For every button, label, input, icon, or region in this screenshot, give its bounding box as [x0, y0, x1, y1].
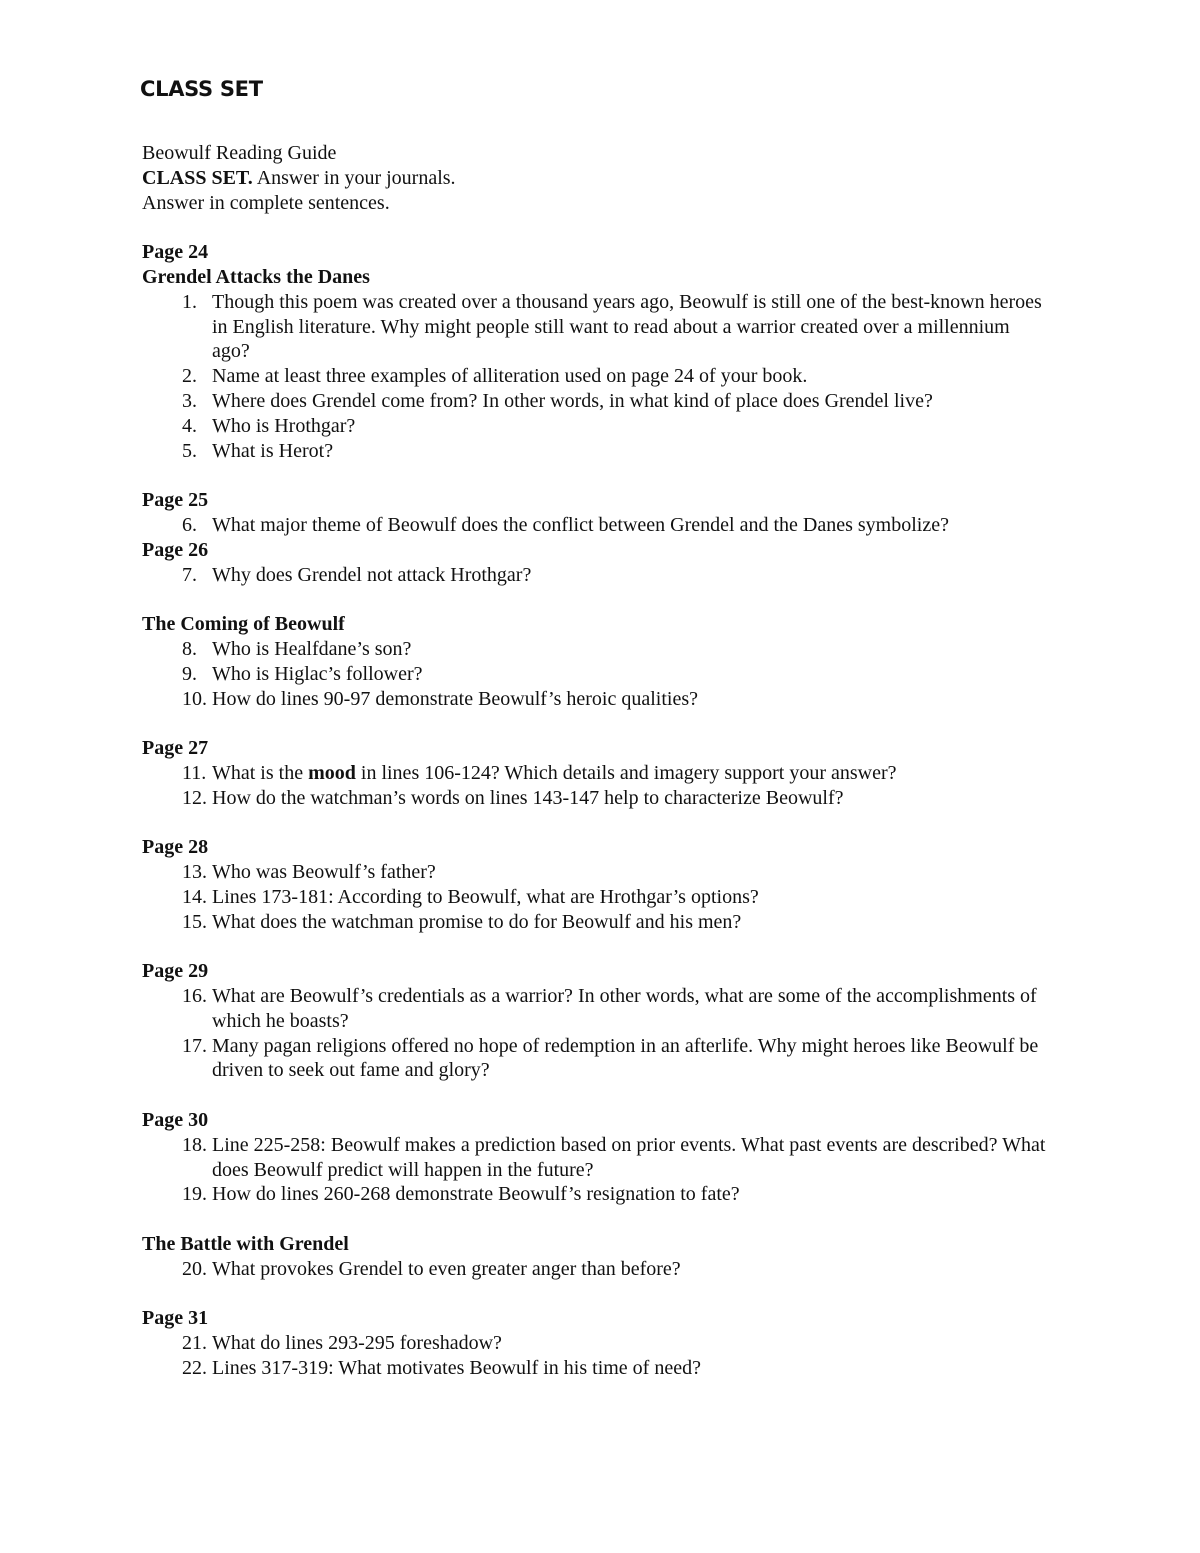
- question-text: Who is Healfdane’s son?: [212, 637, 412, 660]
- question-list: [142, 637, 1062, 711]
- section-page-27: [142, 736, 1062, 810]
- question-text: Though this poem was created over a thousand years ago, Beowulf is still one of the best-known heroes in English literature. Why might people still want to read about a warrior created over a millennium ago?: [212, 290, 1042, 363]
- question-text-part: in lines 106-124? Which details and imagery support your answer?: [355, 761, 897, 784]
- question-number: 10.: [182, 687, 207, 710]
- question-number: 1.: [182, 290, 197, 313]
- question-number: 13.: [182, 861, 207, 884]
- question-item: [142, 439, 1062, 464]
- question-number: 22.: [182, 1357, 207, 1380]
- question-item: [142, 885, 1062, 910]
- question-list: [142, 1331, 1062, 1381]
- question-keyword-mood: mood: [308, 761, 356, 784]
- question-item: [142, 984, 1062, 1034]
- question-text: Who is Hrothgar?: [212, 414, 356, 437]
- question-item: [142, 687, 1062, 712]
- question-text: How do lines 260-268 demonstrate Beowulf’s resignation to fate?: [212, 1183, 740, 1206]
- question-text: Name at least three examples of alliteration used on page 24 of your book.: [212, 365, 808, 388]
- question-text: What are Beowulf’s credentials as a warrior? In other words, what are some of the accomplishments of which he boasts?: [212, 985, 1037, 1032]
- page-heading: Page 27: [142, 737, 209, 760]
- question-text: Many pagan religions offered no hope of redemption in an afterlife. Why might heroes like Beowulf be driven to seek out fame and glory?: [212, 1034, 1039, 1082]
- section-page-30: [142, 1108, 1062, 1207]
- section-page-29: [142, 959, 1062, 1083]
- intro-sentences-note: Answer in complete sentences.: [142, 191, 390, 214]
- page-heading: Page 28: [142, 836, 209, 859]
- question-number: 3.: [182, 389, 197, 412]
- question-number: 5.: [182, 439, 197, 462]
- page-heading: Page 30: [142, 1109, 209, 1132]
- question-number: 19.: [182, 1183, 207, 1206]
- question-number: 7.: [182, 563, 197, 586]
- question-text: Lines 173-181: According to Beowulf, what are Hrothgar’s options?: [212, 885, 759, 908]
- question-list: [142, 1257, 1062, 1282]
- question-text: What do lines 293-295 foreshadow?: [212, 1332, 502, 1355]
- page-heading: Page 29: [142, 960, 209, 983]
- page-title: CLASS SET: [140, 77, 263, 101]
- question-item: [142, 662, 1062, 687]
- question-list: [142, 761, 1062, 786]
- page-heading: Page 26: [142, 538, 209, 561]
- question-text: What is Herot?: [212, 439, 334, 462]
- question-item: [142, 563, 1062, 588]
- question-number: 18.: [182, 1133, 207, 1156]
- intro-class-set-label: CLASS SET.: [142, 166, 253, 189]
- question-list: [142, 1133, 1062, 1207]
- question-list: [142, 860, 1062, 934]
- question-number: 4.: [182, 414, 197, 437]
- question-item: [142, 414, 1062, 439]
- question-text: What provokes Grendel to even greater anger than before?: [212, 1257, 681, 1280]
- section-page-26: [142, 538, 1062, 588]
- question-item: [142, 1034, 1062, 1084]
- question-item: [142, 389, 1062, 414]
- question-number: 11.: [182, 761, 207, 784]
- question-number: 6.: [182, 513, 197, 536]
- question-item: [142, 1257, 1062, 1282]
- question-item: [142, 513, 1062, 538]
- question-item: [142, 860, 1062, 885]
- question-item: [142, 910, 1062, 935]
- question-list: [142, 563, 1062, 588]
- page-heading: Page 24: [142, 241, 209, 264]
- question-item: [142, 1356, 1062, 1381]
- question-number: 17.: [182, 1034, 207, 1057]
- question-text: [212, 761, 1052, 786]
- question-item: [142, 290, 1062, 364]
- question-list: [142, 290, 1062, 464]
- question-item: [142, 1331, 1062, 1356]
- question-list: [142, 513, 1062, 538]
- question-number: 14.: [182, 885, 207, 908]
- question-number: 8.: [182, 637, 197, 660]
- question-text: Who was Beowulf’s father?: [212, 861, 436, 884]
- question-text: Line 225-258: Beowulf makes a prediction based on prior events. What past events are described? What does Beowulf predict will happen in the future?: [212, 1133, 1046, 1181]
- section-coming-of-beowulf: [142, 612, 1062, 711]
- question-text: Lines 317-319: What motivates Beowulf in his time of need?: [212, 1357, 701, 1380]
- question-list: [142, 786, 1062, 811]
- question-text: How do the watchman’s words on lines 143-147 help to characterize Beowulf?: [212, 786, 844, 809]
- question-number: 21.: [182, 1332, 207, 1355]
- question-item: [142, 1133, 1062, 1183]
- section-battle-with-grendel: [142, 1232, 1062, 1282]
- intro-guide-title: Beowulf Reading Guide: [142, 142, 337, 164]
- document-body: [142, 141, 1062, 1381]
- question-text: Where does Grendel come from? In other words, in what kind of place does Grendel live?: [212, 389, 933, 412]
- question-number: 2.: [182, 365, 197, 388]
- question-number: 12.: [182, 786, 207, 809]
- question-number: 9.: [182, 662, 197, 685]
- section-page-31: [142, 1306, 1062, 1380]
- page-heading: Page 31: [142, 1307, 209, 1330]
- question-item: [142, 761, 1062, 786]
- question-item: [142, 637, 1062, 662]
- question-text: Who is Higlac’s follower?: [212, 662, 423, 685]
- section-subheading: Grendel Attacks the Danes: [142, 265, 370, 288]
- question-number: 20.: [182, 1257, 207, 1280]
- question-number: 15.: [182, 910, 207, 933]
- question-number: 16.: [182, 985, 207, 1008]
- question-text: What major theme of Beowulf does the conflict between Grendel and the Danes symbolize?: [212, 513, 949, 536]
- intro-instruction: [142, 166, 1062, 191]
- section-page-24: [142, 240, 1062, 463]
- intro-instruction-text: Answer in your journals.: [252, 166, 456, 189]
- question-text-part: What is the: [212, 761, 309, 784]
- question-list: [142, 984, 1062, 1083]
- question-text: What does the watchman promise to do for Beowulf and his men?: [212, 910, 742, 933]
- question-item: [142, 1182, 1062, 1207]
- section-page-28: [142, 835, 1062, 934]
- page-heading: Page 25: [142, 489, 209, 512]
- question-text: Why does Grendel not attack Hrothgar?: [212, 563, 532, 586]
- question-text: How do lines 90-97 demonstrate Beowulf’s heroic qualities?: [212, 687, 698, 710]
- section-page-25: [142, 488, 1062, 538]
- section-subheading: The Coming of Beowulf: [142, 613, 345, 636]
- question-item: [142, 364, 1062, 389]
- question-item: [142, 786, 1062, 811]
- section-subheading: The Battle with Grendel: [142, 1233, 349, 1256]
